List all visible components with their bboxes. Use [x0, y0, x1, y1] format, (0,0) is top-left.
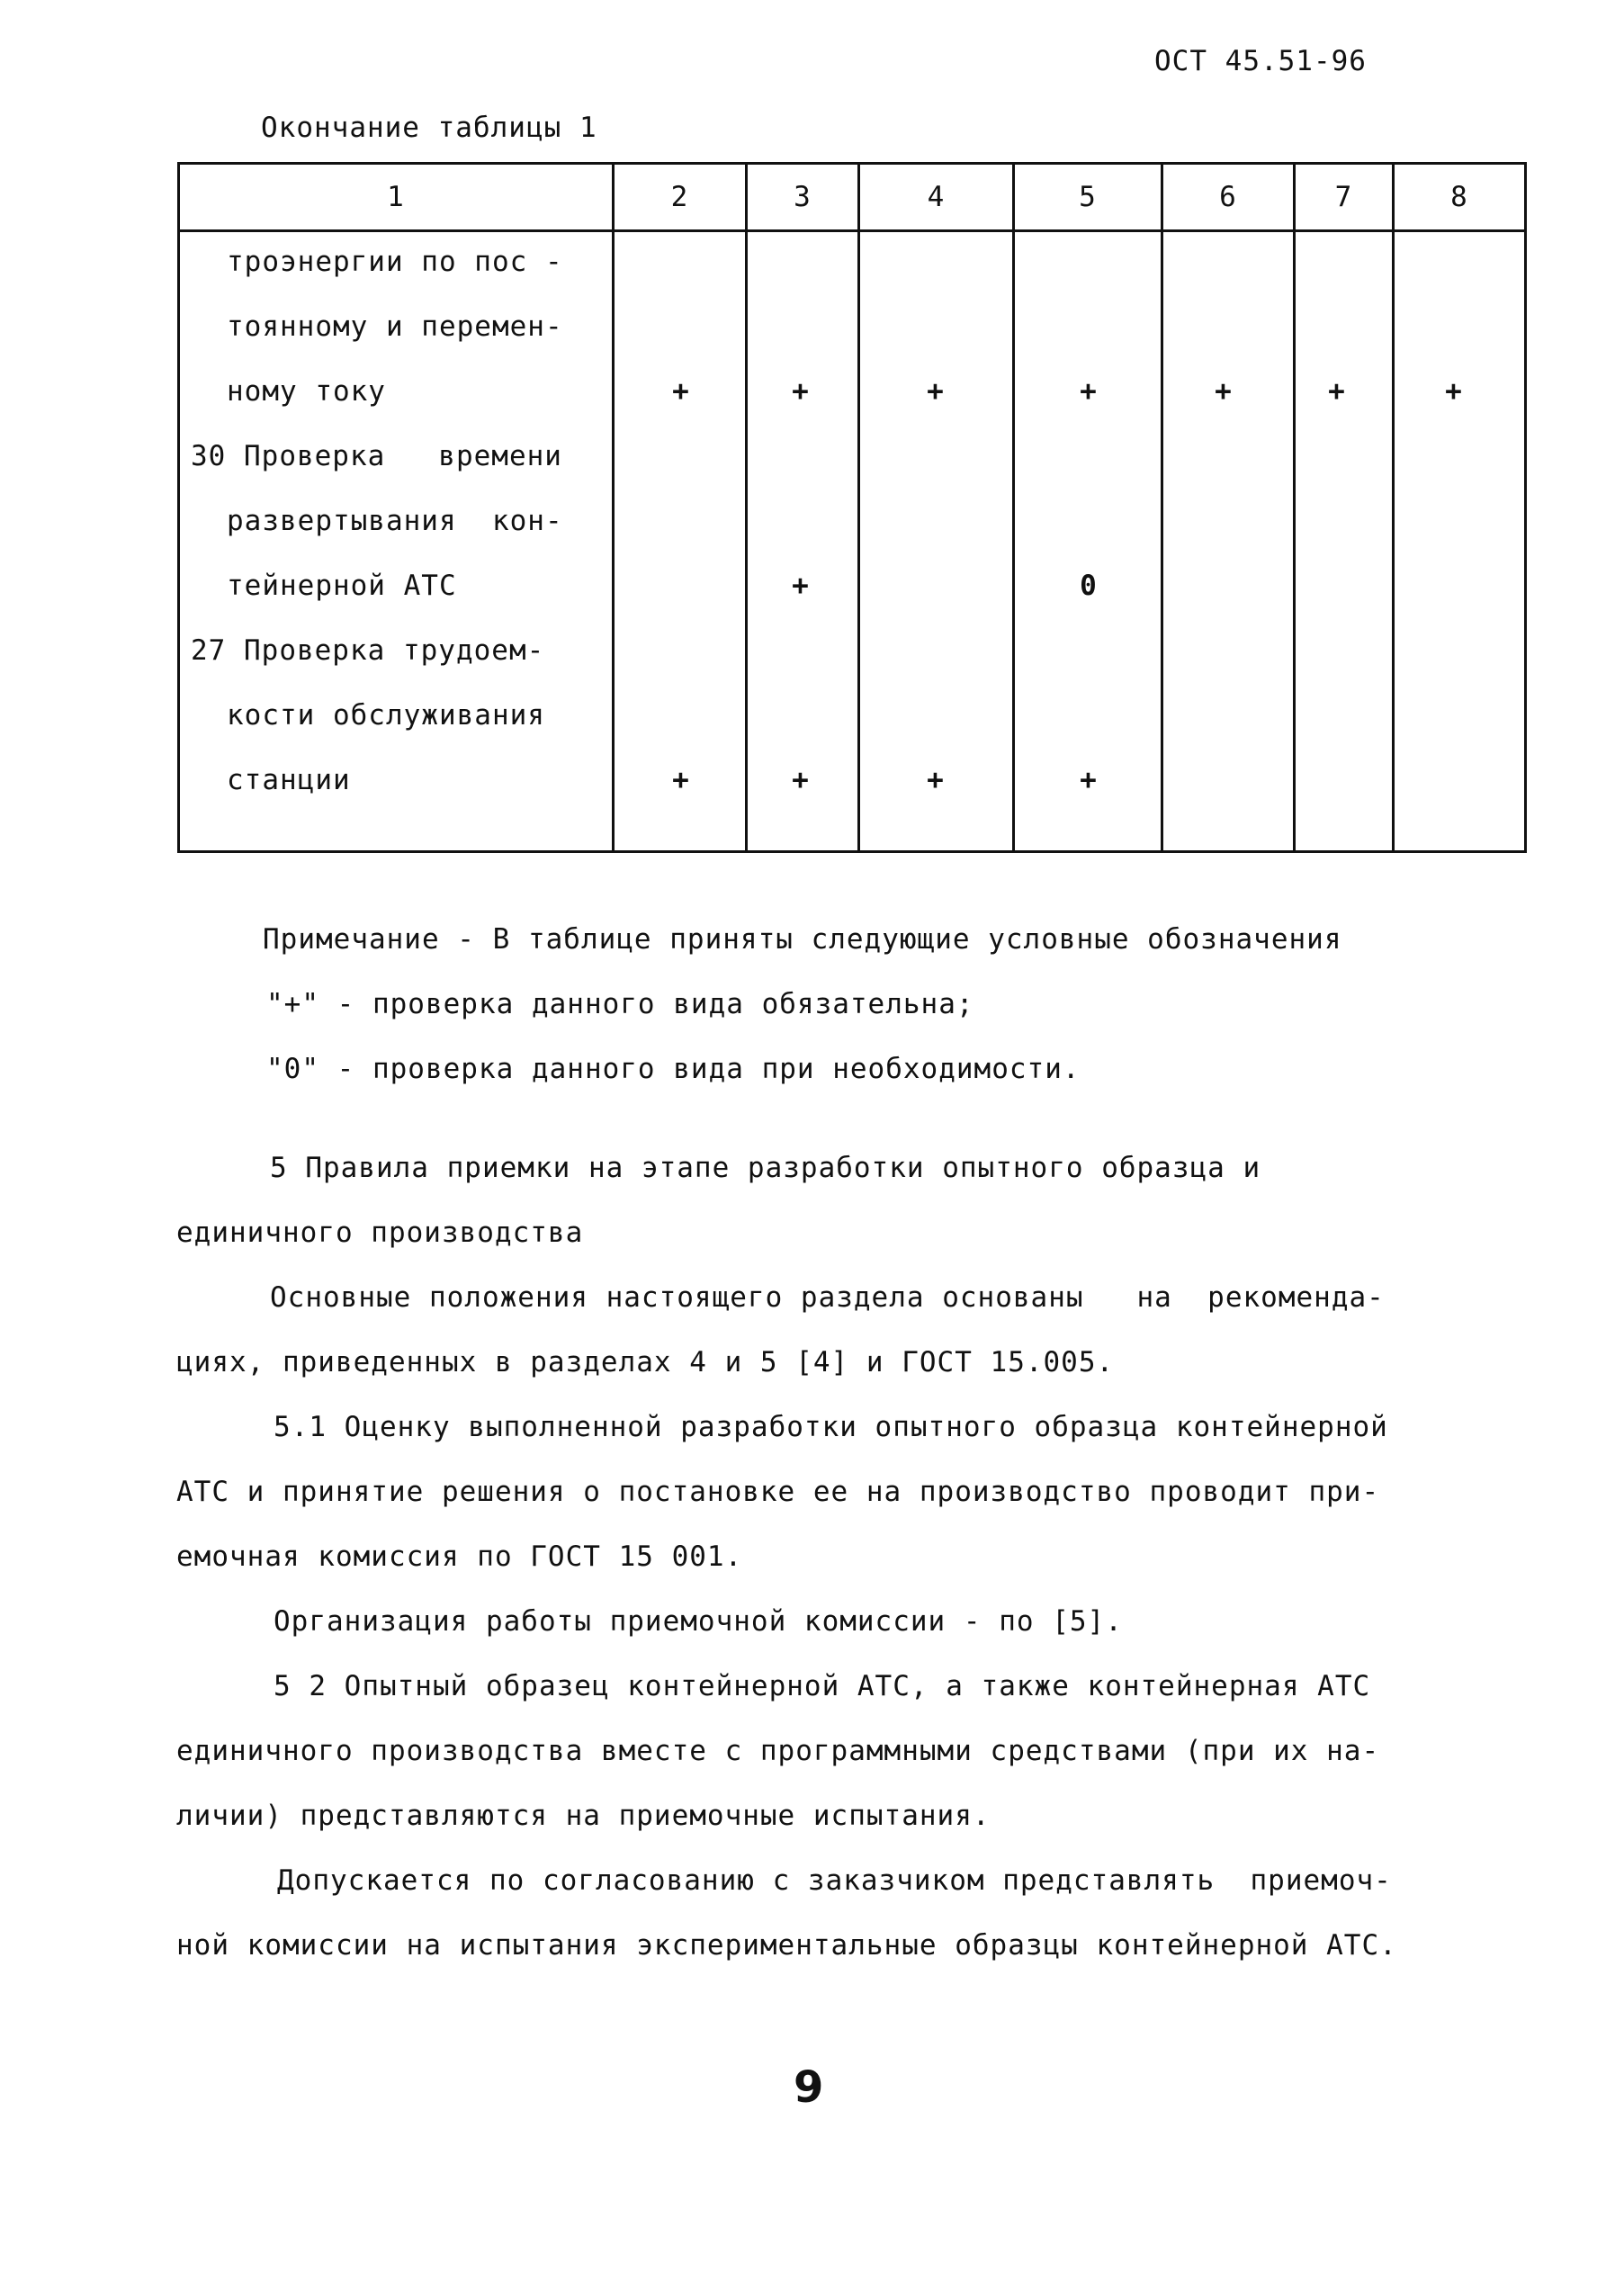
- table-row-2-line-1: 30 Проверка времени: [191, 440, 562, 472]
- section-5-title-line-1: 5 Правила приемки на этапе разработки опытного образца и: [270, 1152, 1261, 1184]
- column-header-2: 2: [670, 181, 689, 213]
- table-row-3-mark-col-5: +: [1080, 764, 1098, 796]
- table-row-1-mark-col-2: +: [672, 375, 690, 408]
- table-row-3-line-2: кости обслуживания: [227, 699, 545, 732]
- table-row-2-mark-col-5: 0: [1080, 570, 1098, 602]
- table-row-3-mark-col-4: +: [927, 764, 945, 796]
- paragraph-basis-line-1: Основные положения настоящего раздела основаны на рекоменда-: [270, 1281, 1385, 1314]
- paragraph-allowed-line-2: ной комиссии на испытания экспериментальные образцы контейнерной АТС.: [176, 1929, 1397, 1962]
- paragraph-5-1-line-3: емочная комиссия по ГОСТ 15 001.: [176, 1540, 743, 1573]
- table-row-1-mark-col-8: +: [1445, 375, 1463, 408]
- table-row-3-line-1: 27 Проверка трудоем-: [191, 634, 545, 667]
- column-divider: [1392, 165, 1395, 850]
- table-row-1-line-2: тоянному и перемен-: [227, 310, 563, 343]
- table-row-2-mark-col-3: +: [792, 570, 810, 602]
- table-row-1-mark-col-4: +: [927, 375, 945, 408]
- table-caption: Окончание таблицы 1: [261, 112, 597, 144]
- note-zero-legend: "0" - проверка данного вида при необходимости.: [266, 1053, 1081, 1085]
- column-header-6: 6: [1219, 181, 1237, 213]
- paragraph-5-1-line-2: АТС и принятие решения о постановке ее на производство проводит при-: [176, 1476, 1380, 1508]
- column-divider: [612, 165, 615, 850]
- paragraph-organization: Организация работы приемочной комиссии - по [5].: [274, 1605, 1123, 1638]
- paragraph-5-2-line-3: личии) представляются на приемочные испытания.: [176, 1800, 991, 1832]
- column-header-7: 7: [1334, 181, 1353, 213]
- paragraph-allowed-line-1: Допускается по согласованию с заказчиком представлять приемоч-: [277, 1864, 1392, 1897]
- note-plus-legend: "+" - проверка данного вида обязательна;: [266, 988, 974, 1020]
- table-row-1-line-1: троэнергии по пос -: [227, 246, 563, 278]
- table-row-1-mark-col-5: +: [1080, 375, 1098, 408]
- paragraph-5-2-line-1: 5 2 Опытный образец контейнерной АТС, а также контейнерная АТС: [274, 1670, 1371, 1702]
- column-divider: [1161, 165, 1163, 850]
- section-5-title-line-2: единичного производства: [176, 1217, 584, 1249]
- column-header-1: 1: [387, 181, 405, 213]
- table-row-3-mark-col-2: +: [672, 764, 690, 796]
- table-row-1-line-3: ному току: [227, 375, 386, 408]
- paragraph-5-2-line-2: единичного производства вместе с программными средствами (при их на-: [176, 1735, 1380, 1767]
- table-row-2-line-2: развертывания кон-: [227, 505, 563, 537]
- paragraph-basis-line-2: циях, приведенных в разделах 4 и 5 [4] и ГОСТ 15.005.: [176, 1346, 1115, 1378]
- column-divider: [1012, 165, 1015, 850]
- paragraph-5-1-line-1: 5.1 Оценку выполненной разработки опытного образца контейнерной: [274, 1411, 1388, 1443]
- table-row-1-mark-col-3: +: [792, 375, 810, 408]
- table-1-continuation: [177, 162, 1527, 853]
- note-title: Примечание - В таблице приняты следующие условные обозначения: [263, 923, 1342, 956]
- table-row-2-line-3: тейнерной АТС: [227, 570, 457, 602]
- column-header-5: 5: [1079, 181, 1097, 213]
- column-divider: [745, 165, 748, 850]
- column-header-8: 8: [1450, 181, 1468, 213]
- table-row-1-mark-col-6: +: [1215, 375, 1233, 408]
- column-divider: [1293, 165, 1296, 850]
- column-divider: [857, 165, 860, 850]
- table-row-3-mark-col-3: +: [792, 764, 810, 796]
- column-header-3: 3: [794, 181, 812, 213]
- column-header-4: 4: [927, 181, 946, 213]
- document-code: ОСТ 45.51-96: [1154, 45, 1367, 77]
- table-row-1-mark-col-7: +: [1328, 375, 1346, 408]
- page-number: 9: [794, 2062, 824, 2113]
- table-row-3-line-3: станции: [227, 764, 351, 796]
- header-separator: [180, 229, 1524, 232]
